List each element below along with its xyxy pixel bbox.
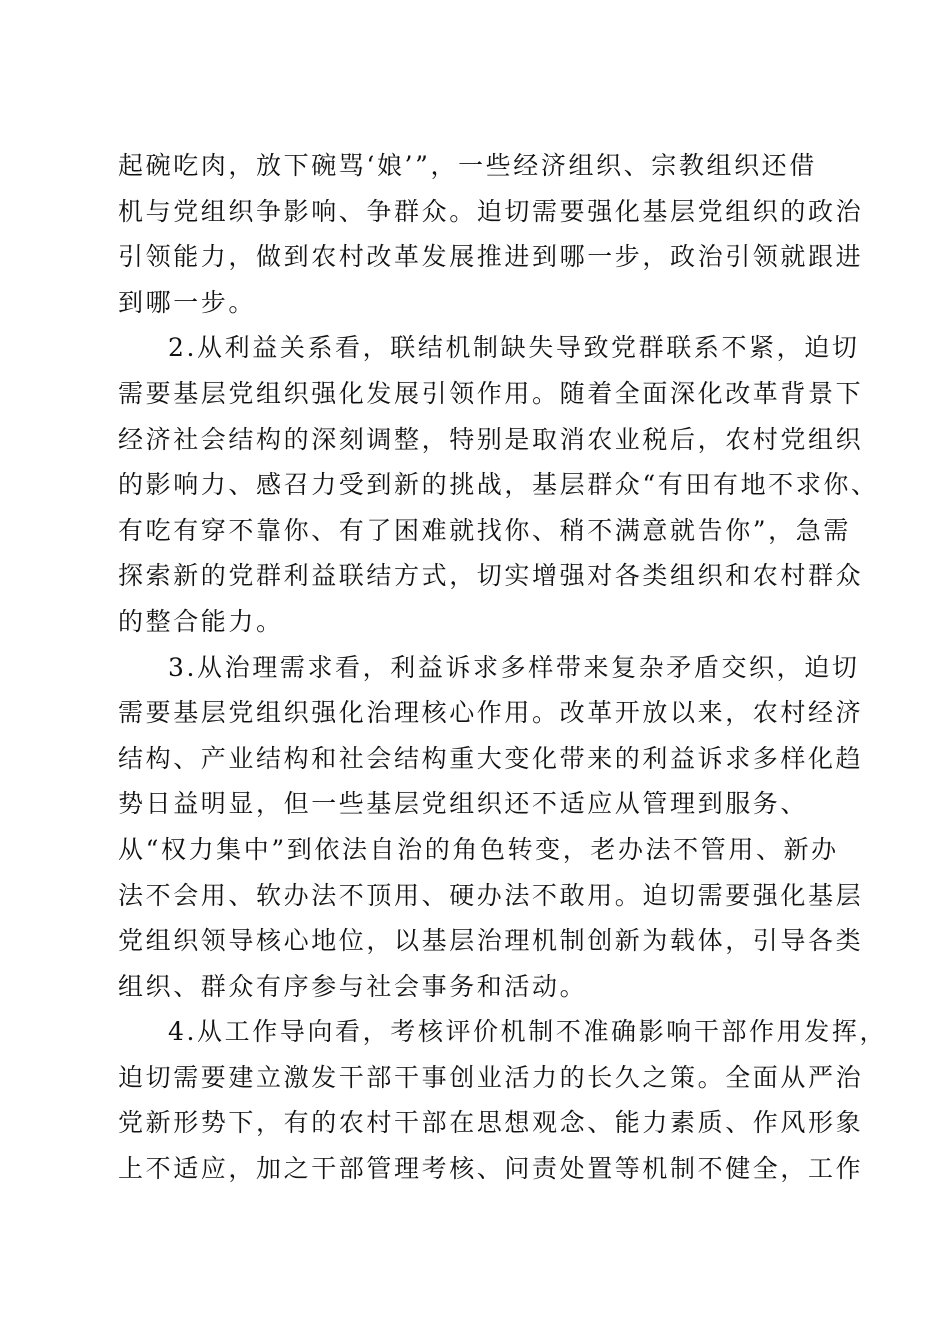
text-line: 势日益明显，但一些基层党组织还不适应从管理到服务、 (118, 789, 809, 819)
text-line: 探索新的党群利益联结方式，切实增强对各类组织和农村群众 (118, 561, 864, 591)
text-line: 经济社会结构的深刻调整，特别是取消农业税后，农村党组织 (118, 424, 864, 454)
text-line: 有吃有穿不靠你、有了困难就找你、稍不满意就告你”，急需 (118, 515, 851, 545)
text-line: 迫切需要建立激发干部干事创业活力的长久之策。全面从严治 (118, 1062, 864, 1092)
text-line: 结构、产业结构和社会结构重大变化带来的利益诉求多样化趋 (118, 743, 864, 773)
text-line: 法不会用、软办法不顶用、硬办法不敢用。迫切需要强化基层 (118, 880, 864, 910)
text-line: 需要基层党组织强化发展引领作用。随着全面深化改革背景下 (118, 378, 864, 408)
text-line: 从“权力集中”到依法自治的角色转变，老办法不管用、新办 (118, 834, 839, 864)
text-line: 的整合能力。 (118, 606, 284, 636)
text-line: 引领能力，做到农村改革发展推进到哪一步，政治引领就跟进 (118, 242, 864, 272)
paragraph-2-first-line: 2.从利益关系看，联结机制缺失导致党群联系不紧，迫切 (168, 333, 860, 363)
text-line: 的影响力、感召力受到新的挑战，基层群众“有田有地不求你、 (118, 470, 879, 500)
text-line: 党新形势下，有的农村干部在思想观念、能力素质、作风形象 (118, 1108, 864, 1138)
text-line: 需要基层党组织强化治理核心作用。改革开放以来，农村经济 (118, 698, 864, 728)
body-text (118, 143, 888, 1192)
text-line: 组织、群众有序参与社会事务和活动。 (118, 971, 588, 1001)
text-line: 到哪一步。 (118, 287, 257, 317)
paragraph-4-first-line: 4.从工作导向看，考核评价机制不准确影响干部作用发挥， (168, 1017, 888, 1047)
paragraph-3-first-line: 3.从治理需求看，利益诉求多样带来复杂矛盾交织，迫切 (168, 652, 860, 682)
text-line: 起碗吃肉，放下碗骂‘娘’”，一些经济组织、宗教组织还借 (118, 151, 817, 180)
text-line: 机与党组织争影响、争群众。迫切需要强化基层党组织的政治 (118, 196, 864, 226)
text-line: 上不适应，加之干部管理考核、问责处置等机制不健全，工作 (118, 1154, 864, 1184)
text-line: 党组织领导核心地位，以基层治理机制创新为载体，引导各类 (118, 926, 864, 956)
